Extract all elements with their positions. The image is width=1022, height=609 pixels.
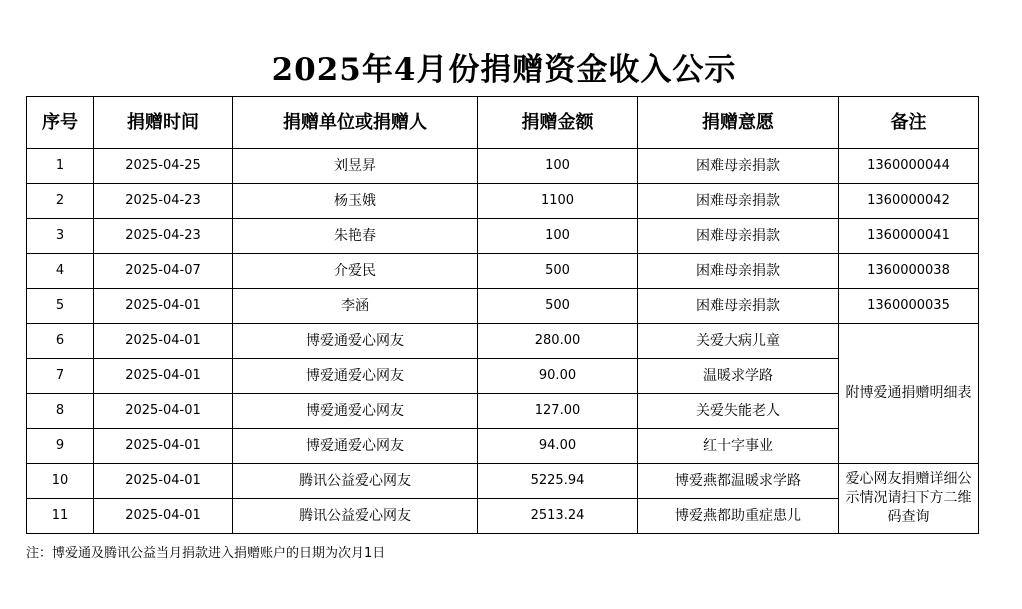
cell-donor: 腾讯公益爱心网友 bbox=[233, 464, 478, 499]
cell-donor: 博爱通爱心网友 bbox=[233, 429, 478, 464]
header-amount: 捐赠金额 bbox=[478, 97, 638, 149]
table-row bbox=[27, 289, 979, 324]
cell-donor: 博爱通爱心网友 bbox=[233, 394, 478, 429]
cell-amount: 1100 bbox=[478, 184, 638, 219]
cell-date: 2025-04-23 bbox=[94, 219, 233, 254]
cell-donor: 刘昱昇 bbox=[233, 149, 478, 184]
cell-donor: 博爱通爱心网友 bbox=[233, 359, 478, 394]
cell-serial: 7 bbox=[27, 359, 94, 394]
cell-remark: 1360000038 bbox=[839, 254, 979, 289]
cell-amount: 94.00 bbox=[478, 429, 638, 464]
cell-remark: 1360000035 bbox=[839, 289, 979, 324]
cell-purpose: 困难母亲捐款 bbox=[638, 149, 839, 184]
table-row bbox=[27, 219, 979, 254]
cell-date: 2025-04-01 bbox=[94, 394, 233, 429]
cell-amount: 500 bbox=[478, 289, 638, 324]
cell-remark: 1360000044 bbox=[839, 149, 979, 184]
cell-serial: 8 bbox=[27, 394, 94, 429]
cell-serial: 4 bbox=[27, 254, 94, 289]
table-row bbox=[27, 184, 979, 219]
table-row bbox=[27, 359, 979, 394]
cell-date: 2025-04-01 bbox=[94, 324, 233, 359]
cell-date: 2025-04-07 bbox=[94, 254, 233, 289]
cell-amount: 100 bbox=[478, 149, 638, 184]
table-row bbox=[27, 394, 979, 429]
cell-amount: 127.00 bbox=[478, 394, 638, 429]
table-row bbox=[27, 464, 979, 499]
cell-date: 2025-04-01 bbox=[94, 429, 233, 464]
cell-serial: 9 bbox=[27, 429, 94, 464]
cell-purpose: 关爱大病儿童 bbox=[638, 324, 839, 359]
cell-donor: 博爱通爱心网友 bbox=[233, 324, 478, 359]
cell-date: 2025-04-01 bbox=[94, 359, 233, 394]
cell-amount: 2513.24 bbox=[478, 499, 638, 534]
cell-purpose: 博爱燕都温暖求学路 bbox=[638, 464, 839, 499]
cell-donor: 杨玉娥 bbox=[233, 184, 478, 219]
table-row bbox=[27, 254, 979, 289]
page-title: 2025年4月份捐赠资金收入公示 bbox=[271, 52, 737, 88]
cell-donor: 介爱民 bbox=[233, 254, 478, 289]
cell-amount: 5225.94 bbox=[478, 464, 638, 499]
cell-donor: 腾讯公益爱心网友 bbox=[233, 499, 478, 534]
table-header-row bbox=[27, 97, 979, 149]
cell-purpose: 困难母亲捐款 bbox=[638, 289, 839, 324]
cell-date: 2025-04-25 bbox=[94, 149, 233, 184]
cell-serial: 3 bbox=[27, 219, 94, 254]
cell-date: 2025-04-01 bbox=[94, 499, 233, 534]
header-serial: 序号 bbox=[27, 97, 94, 149]
header-donor: 捐赠单位或捐赠人 bbox=[233, 97, 478, 149]
cell-serial: 6 bbox=[27, 324, 94, 359]
cell-amount: 100 bbox=[478, 219, 638, 254]
cell-purpose: 博爱燕都助重症患儿 bbox=[638, 499, 839, 534]
cell-serial: 11 bbox=[27, 499, 94, 534]
cell-purpose: 红十字事业 bbox=[638, 429, 839, 464]
cell-date: 2025-04-23 bbox=[94, 184, 233, 219]
cell-purpose: 困难母亲捐款 bbox=[638, 219, 839, 254]
cell-purpose: 关爱失能老人 bbox=[638, 394, 839, 429]
header-remark: 备注 bbox=[839, 97, 979, 149]
table-row bbox=[27, 429, 979, 464]
header-date: 捐赠时间 bbox=[94, 97, 233, 149]
merged-remark-tencent: 爱心网友捐赠详细公示情况请扫下方二维码查询 bbox=[839, 464, 979, 534]
cell-serial: 10 bbox=[27, 464, 94, 499]
cell-purpose: 温暖求学路 bbox=[638, 359, 839, 394]
cell-date: 2025-04-01 bbox=[94, 464, 233, 499]
cell-serial: 2 bbox=[27, 184, 94, 219]
cell-serial: 5 bbox=[27, 289, 94, 324]
table-row bbox=[27, 149, 979, 184]
cell-amount: 500 bbox=[478, 254, 638, 289]
cell-purpose: 困难母亲捐款 bbox=[638, 254, 839, 289]
cell-date: 2025-04-01 bbox=[94, 289, 233, 324]
cell-remark: 1360000042 bbox=[839, 184, 979, 219]
cell-amount: 280.00 bbox=[478, 324, 638, 359]
merged-remark-boaitong: 附博爱通捐赠明细表 bbox=[839, 324, 979, 464]
header-purpose: 捐赠意愿 bbox=[638, 97, 839, 149]
cell-donor: 李涵 bbox=[233, 289, 478, 324]
cell-purpose: 困难母亲捐款 bbox=[638, 184, 839, 219]
table-row bbox=[27, 499, 979, 534]
cell-donor: 朱艳春 bbox=[233, 219, 478, 254]
cell-remark: 1360000041 bbox=[839, 219, 979, 254]
cell-amount: 90.00 bbox=[478, 359, 638, 394]
donation-table bbox=[26, 96, 979, 534]
table-row bbox=[27, 324, 979, 359]
cell-serial: 1 bbox=[27, 149, 94, 184]
footnote: 注：博爱通及腾讯公益当月捐款进入捐赠账户的日期为次月1日 bbox=[26, 546, 386, 561]
